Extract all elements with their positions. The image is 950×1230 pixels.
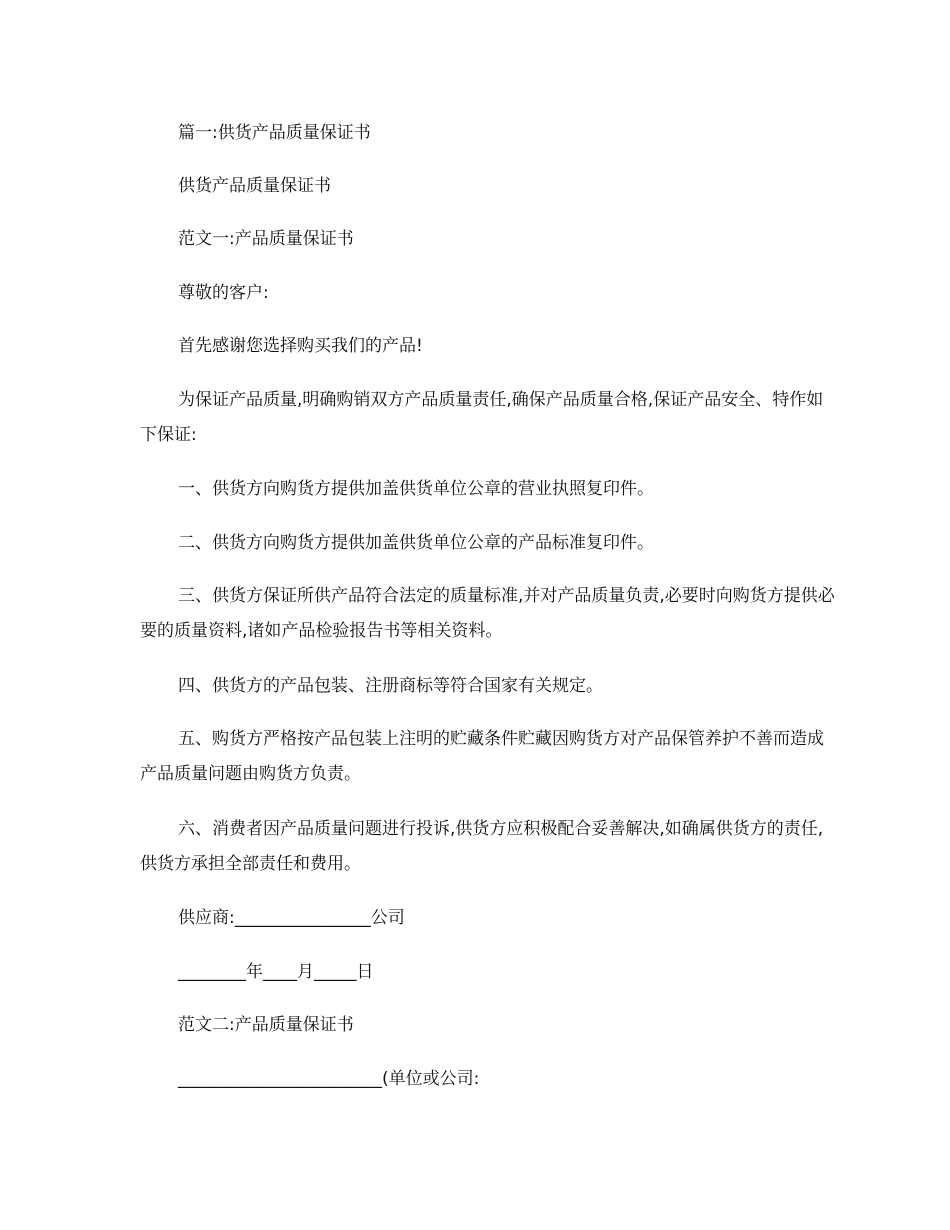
clause-four: 四、供货方的产品包装、注册商标等符合国家有关规定。: [178, 676, 603, 696]
intro-paragraph: 为保证产品质量,明确购销双方产品质量责任,确保产品质量合格,保证产品安全、特作如下保证:: [140, 390, 824, 445]
date-line: ________年____月_____日: [178, 962, 374, 982]
sample-two-heading: 范文二:产品质量保证书: [178, 1015, 354, 1035]
clause-five: 五、购货方严格按产品包装上注明的贮藏条件贮藏因购货方对产品保管养护不善而造成产品质量问题由购货方负责。: [140, 729, 824, 784]
clause-one: 一、供货方向购货方提供加盖供货单位公章的营业执照复印件。: [178, 479, 654, 499]
sample-one-heading: 范文一:产品质量保证书: [178, 229, 354, 249]
thanks-paragraph: 首先感谢您选择购买我们的产品!: [178, 336, 423, 356]
clause-six: 六、消费者因产品质量问题进行投诉,供货方应积极配合妥善解决,如确属供货方的责任,供货方承担全部责任和费用。: [140, 819, 824, 874]
salutation: 尊敬的客户:: [178, 283, 269, 303]
unit-or-company-line: ________________________(单位或公司:: [178, 1069, 480, 1089]
supplier-signature-line: 供应商:________________公司: [178, 908, 405, 928]
clause-two: 二、供货方向购货方提供加盖供货单位公章的产品标准复印件。: [178, 533, 654, 553]
document-title: 供货产品质量保证书: [178, 176, 331, 196]
clause-three: 三、供货方保证所供产品符合法定的质量标准,并对产品质量负责,必要时向购货方提供必要的质量资料,诸如产品检验报告书等相关资料。: [140, 586, 835, 641]
section-heading: 篇一:供货产品质量保证书: [178, 123, 371, 143]
